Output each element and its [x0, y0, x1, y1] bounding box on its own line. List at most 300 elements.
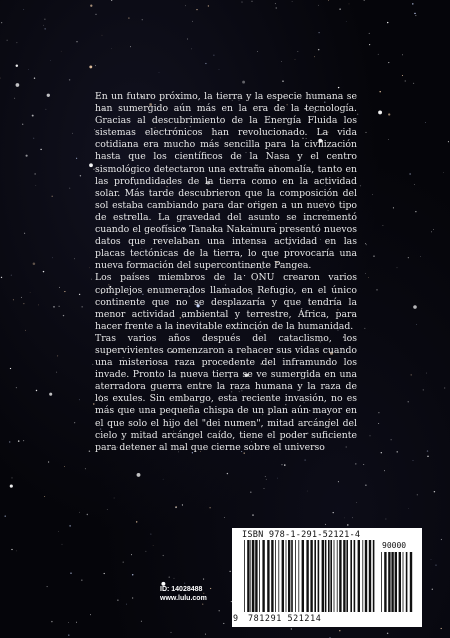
star: [223, 623, 224, 624]
star: [409, 173, 410, 174]
star: [281, 464, 282, 465]
star: [378, 412, 379, 413]
barcode-bar: [302, 540, 304, 612]
star: [76, 622, 77, 623]
star: [411, 374, 412, 375]
star: [314, 56, 315, 57]
barcode-bar: [373, 540, 375, 612]
barcode-bar: [343, 540, 345, 612]
star: [393, 207, 394, 208]
star: [213, 55, 214, 56]
barcode-bar: [271, 540, 273, 612]
star: [89, 268, 90, 269]
star: [242, 81, 245, 84]
star: [63, 315, 64, 316]
star: [370, 435, 371, 436]
star: [74, 258, 75, 259]
star: [89, 163, 93, 167]
star: [70, 573, 71, 574]
star: [91, 279, 92, 280]
star: [90, 614, 91, 615]
star: [47, 94, 50, 97]
isbn-label: ISBN 978-1-291-52121-4: [242, 530, 361, 540]
star: [356, 502, 357, 503]
star: [79, 512, 80, 513]
star: [159, 72, 160, 73]
star: [51, 621, 52, 622]
star: [163, 479, 164, 480]
barcode-bar: [310, 540, 312, 612]
star: [1, 277, 2, 278]
star: [90, 5, 92, 7]
price-code: 90000: [382, 541, 407, 550]
barcode-bar: [365, 540, 367, 612]
star: [328, 0, 329, 1]
star: [81, 580, 82, 581]
star: [87, 514, 88, 515]
star: [224, 517, 225, 518]
star: [10, 368, 11, 369]
barcode-bar: [259, 540, 260, 612]
star: [35, 185, 36, 186]
synopsis-paragraph: En un futuro próximo, la tierra y la especie humana se han sumergido aún más en la era de la tecnología. Gracias al descubrimiento de la Energía Fluida los sistemas electrónicos han revolucionado. La vida cotidiana era mucho más sencilla para la civilización hasta que los científicos de la Nasa y el centro sismológico detectaron una extraña anomalía, tanto en las profundidades de la tierra como en la actividad solar. Más tarde descubrieron que la composición del sol estaba cambiando para dar origen a un nuevo tipo de estrella. La gravedad del asunto se incrementó cuando el geofísico Tanaka Nakamura presentó nuevos datos que revelaban una intensa actividad en las placas tectónicas de la tierra, lo que provocaría una nueva formación del supercontinente Pangea.: [95, 91, 357, 272]
star: [137, 473, 141, 477]
star: [276, 7, 277, 8]
star: [11, 477, 12, 478]
star: [427, 456, 428, 457]
star: [379, 91, 380, 92]
barcode-bar: [384, 552, 386, 612]
star: [242, 2, 243, 3]
star: [95, 65, 96, 66]
star: [26, 155, 28, 157]
star: [346, 21, 347, 22]
star: [21, 297, 22, 298]
star: [347, 524, 348, 525]
star: [68, 622, 69, 623]
star: [373, 255, 374, 256]
barcode-bar: [325, 540, 327, 612]
star: [9, 441, 10, 442]
star: [431, 559, 432, 560]
star: [443, 172, 444, 173]
star: [185, 6, 186, 7]
barcode-bar: [255, 540, 257, 612]
star: [11, 549, 12, 550]
barcode-bar: [314, 540, 316, 612]
star: [388, 139, 389, 140]
star: [230, 571, 231, 572]
star: [14, 98, 15, 99]
star: [23, 440, 24, 441]
star: [355, 463, 356, 464]
star: [425, 122, 426, 123]
star: [141, 621, 142, 622]
star: [369, 33, 370, 34]
star: [420, 256, 421, 257]
star: [408, 401, 409, 402]
star: [136, 521, 137, 522]
star: [282, 80, 283, 81]
star: [277, 478, 278, 479]
star: [387, 22, 388, 23]
star: [58, 531, 59, 532]
star: [363, 464, 364, 465]
star: [114, 498, 115, 499]
star: [146, 551, 147, 552]
star: [182, 504, 183, 505]
star: [16, 551, 17, 552]
synopsis-paragraph: Los países miembros de la ONU crearon varios complejos enumerados llamados Refugio, en el único continente que no se desplazaría y que tendría la menor actividad ambiental y terrestre, África, para hacer frente a la inevitable extinción de la humanidad.: [95, 272, 357, 332]
star: [426, 373, 427, 374]
barcode-bar: [298, 540, 299, 612]
star: [208, 5, 209, 6]
barcode-bar: [275, 540, 276, 612]
star: [365, 328, 366, 329]
star: [57, 355, 58, 356]
star: [170, 632, 171, 633]
barcode-bar: [337, 540, 338, 612]
star: [34, 78, 35, 79]
star: [64, 291, 65, 292]
star: [28, 69, 29, 70]
star: [16, 65, 18, 67]
star: [402, 54, 403, 55]
star: [423, 389, 424, 390]
star: [360, 185, 361, 186]
star: [131, 554, 132, 555]
star: [25, 330, 26, 331]
star: [441, 539, 442, 540]
star: [397, 451, 398, 452]
star: [69, 188, 70, 189]
star: [111, 0, 112, 1]
star: [196, 9, 197, 10]
star: [432, 589, 433, 590]
star: [202, 604, 203, 605]
star: [43, 271, 44, 272]
isbn-barcode: [232, 528, 422, 627]
star: [117, 600, 118, 601]
star: [433, 229, 434, 230]
barcode-bar: [247, 540, 249, 612]
barcode-bar: [399, 552, 401, 612]
star: [30, 292, 31, 293]
star: [378, 423, 379, 424]
star: [23, 9, 24, 10]
star: [43, 25, 44, 26]
star: [10, 485, 13, 488]
star: [368, 277, 369, 278]
star: [51, 196, 52, 197]
star: [281, 61, 282, 62]
star: [36, 390, 37, 391]
barcode-bar: [350, 540, 352, 612]
star: [295, 59, 296, 60]
star: [23, 303, 24, 304]
synopsis-text: [95, 91, 357, 454]
star: [33, 138, 34, 139]
star: [92, 364, 93, 365]
star: [318, 49, 320, 51]
star: [251, 1, 252, 2]
star: [45, 28, 46, 29]
star: [52, 258, 53, 259]
star: [365, 243, 366, 244]
star: [318, 32, 319, 33]
star: [205, 63, 206, 64]
star: [292, 1, 293, 2]
star: [44, 496, 45, 497]
star: [56, 372, 57, 373]
star: [297, 51, 298, 52]
star: [414, 184, 415, 185]
star: [1, 22, 2, 23]
barcode-bar: [339, 540, 341, 612]
barcode-bar: [334, 540, 335, 612]
star: [385, 519, 386, 520]
star: [59, 287, 60, 288]
star: [130, 46, 131, 47]
star: [408, 508, 409, 509]
star: [153, 545, 154, 546]
star: [72, 133, 73, 134]
star: [35, 173, 36, 174]
barcode-bar: [403, 552, 404, 612]
star: [388, 62, 389, 63]
star: [76, 158, 77, 159]
barcode-bar: [395, 552, 397, 612]
star: [284, 464, 285, 465]
barcode-bar: [267, 540, 269, 612]
star: [266, 479, 267, 480]
star: [74, 422, 75, 423]
star: [376, 289, 377, 290]
star: [69, 79, 70, 80]
barcode-bar: [410, 552, 412, 612]
star: [80, 175, 81, 176]
barcode-bar: [278, 540, 279, 612]
star: [378, 54, 379, 55]
ean-bars: [236, 540, 376, 614]
star: [76, 41, 77, 42]
barcode-bar: [354, 540, 356, 612]
barcode-bar: [295, 540, 296, 612]
star: [13, 299, 14, 300]
barcode-bar: [252, 540, 254, 612]
lulu-url: www.lulu.com: [160, 595, 207, 602]
star: [435, 565, 436, 566]
star: [378, 110, 382, 114]
star: [209, 507, 210, 508]
star: [365, 132, 366, 133]
star: [107, 509, 108, 510]
barcode-bar: [346, 540, 348, 612]
star: [61, 51, 62, 52]
barcode-bar: [322, 540, 324, 612]
star: [431, 232, 432, 233]
star: [412, 3, 413, 4]
star: [104, 573, 105, 574]
star: [365, 485, 366, 486]
star: [191, 49, 192, 50]
barcode-bar: [250, 540, 251, 612]
barcode-bar: [262, 540, 264, 612]
barcode-bar: [381, 552, 382, 612]
star: [33, 263, 36, 266]
barcode-bar: [244, 540, 245, 612]
star: [307, 491, 308, 492]
star: [69, 525, 70, 526]
star: [132, 597, 133, 598]
star: [275, 3, 276, 4]
star: [187, 39, 188, 40]
barcode-bar: [369, 540, 371, 612]
star: [365, 273, 366, 274]
star: [89, 65, 92, 68]
star: [5, 516, 6, 517]
star: [252, 514, 253, 515]
star: [291, 628, 292, 629]
star: [391, 439, 392, 440]
barcode-bar: [328, 540, 330, 612]
star: [441, 628, 442, 629]
barcode-lead-digit: 9: [233, 613, 239, 623]
star: [7, 40, 8, 41]
star: [402, 75, 403, 76]
star: [47, 586, 48, 587]
star: [257, 51, 258, 52]
barcode-bar: [306, 540, 308, 612]
star: [126, 604, 127, 605]
star: [357, 114, 358, 115]
star: [24, 233, 25, 234]
star: [18, 440, 19, 441]
star: [369, 44, 370, 45]
star: [79, 399, 80, 400]
star: [169, 577, 170, 578]
star: [250, 491, 251, 492]
star: [381, 452, 382, 453]
star: [64, 466, 65, 467]
barcode-bar: [358, 540, 360, 612]
star: [384, 470, 385, 471]
star: [0, 78, 1, 79]
star: [85, 468, 86, 469]
star: [339, 8, 340, 9]
star: [17, 42, 18, 43]
star: [265, 476, 266, 477]
barcode-bar: [288, 540, 290, 612]
star: [53, 306, 54, 307]
star: [40, 149, 41, 150]
star: [132, 574, 133, 575]
star: [338, 481, 339, 482]
star: [415, 211, 416, 212]
star: [339, 630, 340, 631]
star: [405, 81, 406, 82]
star: [408, 257, 409, 258]
barcode-bar: [388, 552, 390, 612]
barcode-bar: [282, 540, 284, 612]
barcode-bar: [406, 552, 408, 612]
star: [417, 495, 418, 496]
star: [59, 306, 60, 307]
star: [150, 534, 151, 535]
star: [382, 225, 383, 226]
barcode-bar: [318, 540, 320, 612]
star: [50, 61, 51, 62]
star: [333, 512, 334, 513]
barcode-bar: [362, 540, 363, 612]
star: [184, 583, 185, 584]
star: [448, 141, 449, 142]
star: [318, 5, 319, 6]
star: [352, 517, 353, 518]
star: [444, 387, 445, 388]
star: [349, 4, 350, 5]
star: [416, 324, 417, 325]
star: [210, 588, 211, 589]
star: [415, 15, 416, 16]
star: [89, 451, 90, 452]
barcode-bar: [291, 540, 293, 612]
star: [227, 473, 228, 474]
star: [82, 306, 83, 307]
star: [79, 294, 80, 295]
star: [142, 19, 143, 20]
star: [192, 21, 193, 22]
star: [397, 267, 398, 268]
star: [364, 0, 365, 1]
star: [48, 461, 49, 462]
star: [174, 578, 175, 579]
star: [387, 633, 388, 634]
star: [305, 460, 306, 461]
star: [434, 491, 435, 492]
star: [388, 113, 390, 115]
star: [175, 507, 176, 508]
star: [344, 518, 345, 519]
lulu-info: [160, 585, 207, 603]
star: [205, 634, 206, 635]
star: [68, 634, 69, 635]
barcode-digits: 781291 521214: [248, 613, 322, 623]
star: [366, 244, 367, 245]
star: [413, 305, 417, 309]
star: [427, 450, 428, 451]
star: [372, 194, 373, 195]
star: [62, 544, 63, 545]
star: [95, 14, 96, 15]
star: [218, 610, 219, 611]
star: [413, 83, 414, 84]
star: [325, 524, 326, 525]
star: [22, 124, 23, 125]
synopsis-paragraph: Tras varios años después del cataclismo, los supervivientes comenzaron a rehacer sus vidas cuando una misteriosa raza procedente del inframundo los invade. Pronto la nueva tierra se ve sumergida en una aterradora guerra entre la raza humana y la raza de los exules. Sin embargo, esta reciente invasión, no es más que una pequeña chispa de un plan aún mayor en el que solo el hijo del "dei numen", mitad arcángel del cielo y mitad arcángel caído, tiene el poder suficiente para detener al mal que cierne sobre el universo: [95, 332, 357, 453]
star: [102, 35, 103, 36]
barcode-bar: [286, 540, 287, 612]
star: [32, 115, 34, 117]
star: [49, 393, 52, 396]
addon-bars: [380, 552, 416, 614]
star: [128, 17, 129, 18]
star: [203, 579, 204, 580]
star: [44, 19, 45, 20]
star: [16, 387, 17, 388]
star: [123, 561, 124, 562]
star: [413, 460, 414, 461]
